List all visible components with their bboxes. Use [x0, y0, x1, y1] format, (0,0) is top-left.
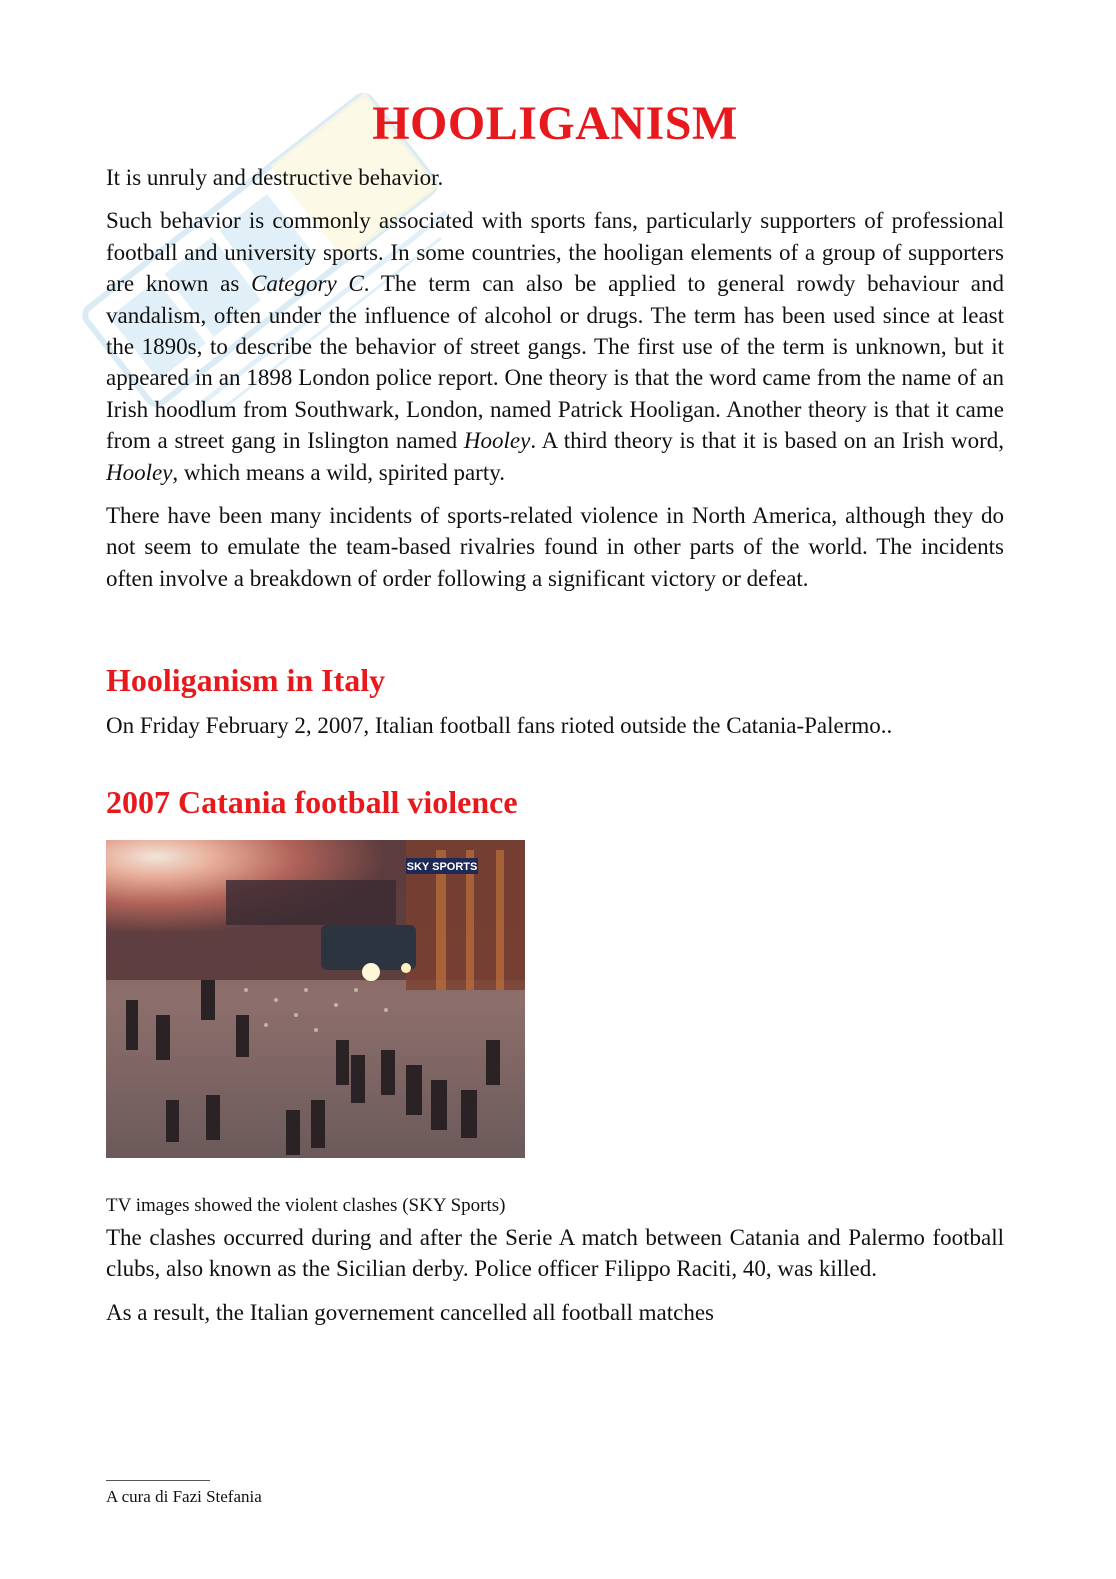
image-caption: TV images showed the violent clashes (SKY Sports)	[106, 1194, 506, 1216]
page-title: HOOLIGANISM	[372, 97, 738, 150]
definition-paragraph	[106, 205, 1004, 488]
footnote-author: A cura di Fazi Stefania	[106, 1487, 262, 1506]
emphasis-text: Category C	[251, 271, 364, 297]
emphasis-text: Hooley	[106, 459, 173, 485]
result-paragraph: As a result, the Italian governement cancelled all football matches	[106, 1299, 714, 1325]
riot-photo	[106, 840, 525, 1158]
footnote-divider	[106, 1480, 210, 1481]
section-heading-italy: Hooliganism in Italy	[106, 662, 386, 699]
intro-paragraph: It is unruly and destructive behavior.	[106, 165, 444, 190]
italy-paragraph: On Friday February 2, 2007, Italian football fans rioted outside the Catania-Palermo..	[106, 713, 893, 739]
document-body	[106, 92, 1004, 1328]
text-run: , which means a wild, spirited party.	[172, 459, 505, 485]
section-heading-catania: 2007 Catania football violence	[106, 783, 518, 820]
text-run: . The term can also be applied to general rowdy behaviour and vandalism, often under the influence of alcohol or drugs. The term has been used since at least the 1890s, to describe the behavior of street gangs. The first use of the term is unknown, but it appeared in an 1898 London police report. One theory is that the word came from the name of an Irish hoodlum from Southwark, London, named Patrick Hooligan. Another theory is that it came from a street gang in Islington named	[106, 271, 1004, 454]
text-run: . A third theory is that it is based on an Irish word,	[530, 428, 1004, 454]
emphasis-text: Hooley	[463, 428, 531, 454]
clashes-paragraph: The clashes occurred during and after the Serie A match between Catania and Palermo football clubs, also known as the Sicilian derby. Police officer Filippo Raciti, 40, was killed.	[106, 1224, 1004, 1282]
north-america-paragraph: There have been many incidents of sports-related violence in North America, although they do not seem to emulate the team-based rivalries found in other parts of the world. The incidents often involve a breakdown of order following a significant victory or defeat.	[106, 503, 1004, 591]
text-run: Such behavior is commonly associated with sports fans, particularly supporters of professional football and university sports. In some countries, the hooligan elements of a group of supporters are known as	[106, 208, 1004, 297]
image-logo: SKY SPORTS	[406, 860, 478, 873]
